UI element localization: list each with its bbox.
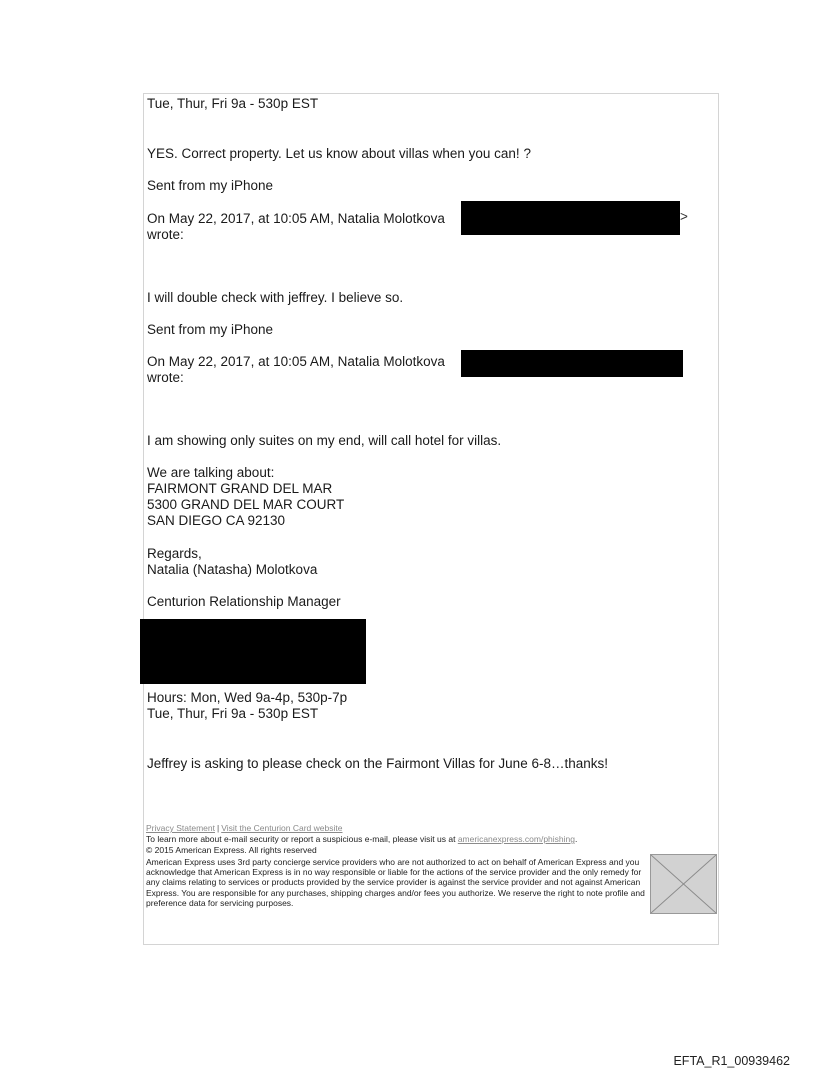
- redaction-email-1: [461, 201, 680, 235]
- redaction-signature-block: [140, 619, 366, 684]
- redaction-email-2: [461, 350, 683, 377]
- sent-from-iphone: Sent from my iPhone: [147, 178, 274, 193]
- signature-title: Centurion Relationship Manager: [147, 594, 341, 609]
- footer-links: [146, 823, 342, 833]
- wrote-label: wrote:: [147, 227, 184, 242]
- quote-header: On May 22, 2017, at 10:05 AM, Natalia Molotkova: [147, 211, 445, 226]
- phishing-link[interactable]: americanexpress.com/phishing: [457, 834, 575, 844]
- disclaimer: American Express uses 3rd party concierge service providers who are not authorized to act on behalf of American Express and you acknowledge that American Express is in no way responsible or liable for the actions of the service provider and the only remedy for any claims relating to services or products provided by the service provider is against the service provider and not against American Express. You are responsible for any purchases, shipping charges and/or fees you authorize. We reserve the right to note profile and preference data for servicing purposes.: [146, 857, 645, 908]
- double-check-message: I will double check with jeffrey. I believe so.: [147, 290, 404, 305]
- security-text: To learn more about e-mail security or report a suspicious e-mail, please visit us at: [146, 834, 456, 844]
- hours-line-top: Tue, Thur, Fri 9a - 530p EST: [147, 96, 319, 111]
- property-city: SAN DIEGO CA 92130: [147, 513, 286, 528]
- property-street: 5300 GRAND DEL MAR COURT: [147, 497, 345, 512]
- reply-yes: YES. Correct property. Let us know about villas when you can! ?: [147, 146, 531, 161]
- centurion-website-link[interactable]: Visit the Centurion Card website: [221, 823, 343, 833]
- link-separator: |: [216, 823, 220, 833]
- regards-label: Regards,: [147, 546, 202, 561]
- copyright: © 2015 American Express. All rights reserved: [146, 845, 317, 855]
- broken-image-icon: [650, 854, 717, 914]
- hours-line-1: Hours: Mon, Wed 9a-4p, 530p-7p: [147, 690, 348, 705]
- jeffrey-request: Jeffrey is asking to please check on the Fairmont Villas for June 6-8…thanks!: [147, 756, 608, 771]
- sent-from-iphone: Sent from my iPhone: [147, 322, 274, 337]
- showing-suites-message: I am showing only suites on my end, will call hotel for villas.: [147, 433, 502, 448]
- security-notice: To learn more about e-mail security or report a suspicious e-mail, please visit us at americanexpress.com/phishing.: [146, 834, 578, 844]
- bates-number: EFTA_R1_00939462: [673, 1054, 790, 1068]
- signature-name: Natalia (Natasha) Molotkova: [147, 562, 318, 577]
- redaction-bracket: >: [680, 209, 688, 224]
- wrote-label: wrote:: [147, 370, 184, 385]
- privacy-statement-link[interactable]: Privacy Statement: [146, 823, 215, 833]
- talking-about-label: We are talking about:: [147, 465, 275, 480]
- quote-header: On May 22, 2017, at 10:05 AM, Natalia Molotkova: [147, 354, 445, 369]
- property-name: FAIRMONT GRAND DEL MAR: [147, 481, 333, 496]
- hours-line-2: Tue, Thur, Fri 9a - 530p EST: [147, 706, 319, 721]
